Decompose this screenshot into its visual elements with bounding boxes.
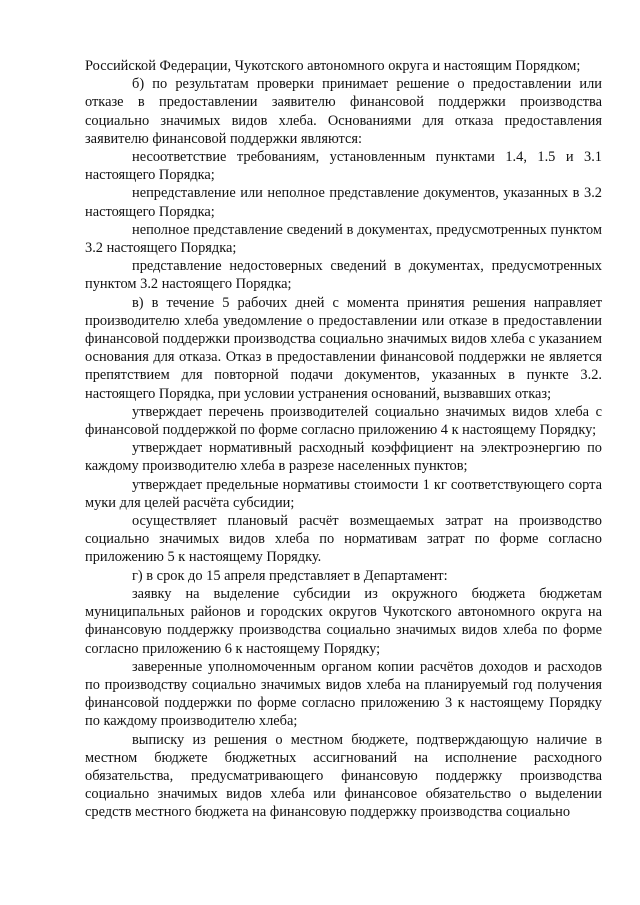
document-page <box>85 57 602 822</box>
paragraph-4: непредставление или неполное представление документов, указанных в 3.2 настоящего Порядка; <box>85 185 602 220</box>
paragraph-5: неполное представление сведений в документах, предусмотренных пунктом 3.2 настоящего Порядка; <box>85 221 602 257</box>
paragraph-8: утверждает перечень производителей социально значимых видов хлеба с финансовой поддержкой по форме согласно приложению 4 к настоящему Порядку; <box>85 403 602 439</box>
paragraph-15: выписку из решения о местном бюджете, подтверждающую наличие в местном бюджете бюджетных ассигнований на исполнение расходного обязательства, предусматривающего финансовую поддержку производства социально значимых видов хлеба или финансовое обязательство о выделении средств местного бюджета на финансовую поддержку производства социально <box>85 731 602 821</box>
paragraph-9: утверждает нормативный расходный коэффициент на электроэнергию по каждому производителю хлеба в разрезе населенных пунктов; <box>85 440 602 475</box>
paragraph-7: в) в течение 5 рабочих дней с момента принятия решения направляет производителю хлеба уведомление о предоставлении или отказе в предоставлении финансовой поддержки производства социально значимых видов хлеба с указанием основания для отказа. Отказ в предоставлении финансовой поддержки не является препятствием для повторной подачи документов, указанных в пункте 3.2. настоящего Порядка, при условии устранения оснований, вызвавших отказ; <box>85 294 602 402</box>
paragraph-10: утверждает предельные нормативы стоимости 1 кг соответствующего сорта муки для целей расчёта субсидии; <box>85 476 602 511</box>
paragraph-3: несоответствие требованиям, установленным пунктами 1.4, 1.5 и 3.1 настоящего Порядка; <box>85 149 602 184</box>
paragraph-13: заявку на выделение субсидии из окружного бюджета бюджетам муниципальных районов и городских округов Чукотского автономного округа на финансовую поддержку производства социально значимых видов хлеба по форме согласно приложению 6 к настоящему Порядку; <box>85 585 602 657</box>
paragraph-2: б) по результатам проверки принимает решение о предоставлении или отказе в предоставлении заявителю финансовой поддержки производства социально значимых видов хлеба. Основаниями для отказа предоставления заявителю финансовой поддержки являются: <box>85 76 602 147</box>
paragraph-14: заверенные уполномоченным органом копии расчётов доходов и расходов по производству социально значимых видов хлеба на планируемый год получения финансовой поддержки по форме согласно приложению 3 к настоящему Порядку по каждому производителю хлеба; <box>85 658 602 730</box>
paragraph-1: Российской Федерации, Чукотского автономного округа и настоящим Порядком; <box>85 58 581 74</box>
paragraph-12: г) в срок до 15 апреля представляет в Департамент: <box>132 567 448 584</box>
paragraph-6: представление недостоверных сведений в документах, предусмотренных пунктом 3.2 настоящего Порядка; <box>85 258 602 293</box>
paragraph-11: осуществляет плановый расчёт возмещаемых затрат на производство социально значимых видов хлеба по нормативам затрат по форме согласно приложению 5 к настоящему Порядку. <box>85 513 602 566</box>
